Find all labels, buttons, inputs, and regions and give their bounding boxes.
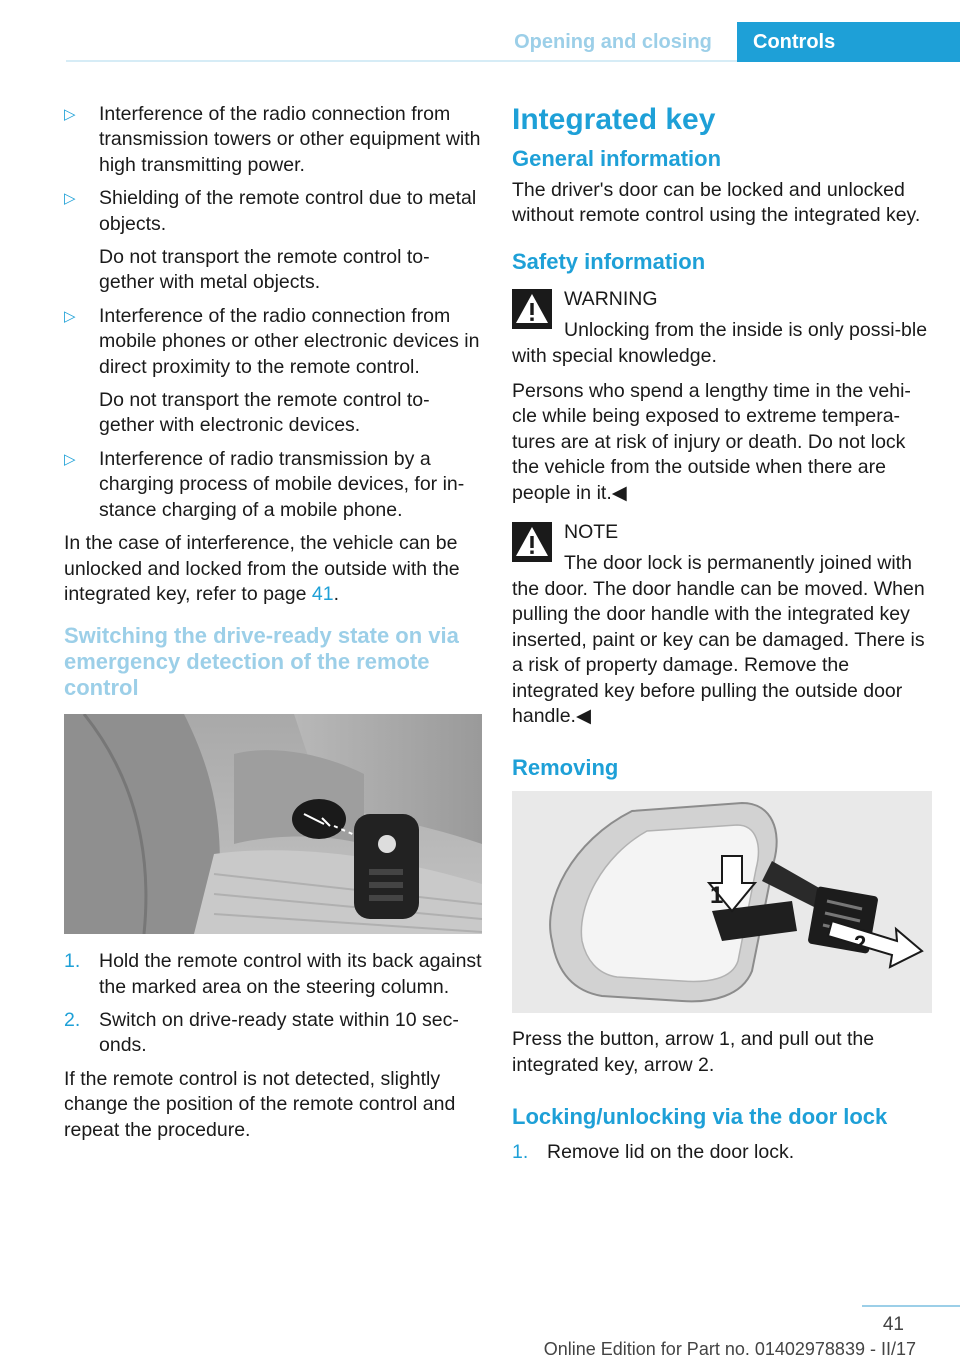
- chapter-tab[interactable]: Controls: [737, 22, 960, 62]
- triangle-bullet-icon: ▷: [64, 450, 76, 468]
- general-information-heading: General information: [512, 146, 722, 171]
- arrow-1-label: 1: [710, 882, 724, 910]
- interference-list: [64, 102, 482, 523]
- warning-triangle-icon: [512, 522, 552, 562]
- edition-footer: Online Edition for Part no. 01402978839 - II/17: [543, 1339, 916, 1359]
- list-item: ▷ Interference of radio transmission by a charging process of mobile devices, for in‐stance charging of a mobile phone.: [64, 447, 465, 521]
- general-information-paragraph: The driver's door can be locked and unlocked without remote control using the integrated key.: [512, 179, 921, 227]
- removing-heading: Removing: [512, 755, 619, 781]
- list-item: 2. Switch on drive-ready state within 10 sec‐onds.: [64, 1008, 459, 1057]
- page-number: 41: [882, 1314, 904, 1335]
- right-column: [512, 102, 932, 1174]
- list-item: ▷ Interference of the radio connection from transmission towers or other equipment with high transmitting power.: [64, 103, 481, 176]
- interference-paragraph: In the case of interference, the vehicle can be unlocked and locked from the outside with the integrated key, refer to page 41.: [64, 532, 460, 605]
- note-notice: [512, 520, 932, 729]
- integrated-key-removal-illustration: [512, 791, 932, 1013]
- warning-paragraph: Persons who spend a lengthy time in the vehi‐cle while being exposed to extreme tempera‐tures are at risk of injury or death. Do not lock the vehicle from the outside when there are people in it.◀: [512, 380, 911, 504]
- warning-title: WARNING: [564, 287, 658, 310]
- list-item-note: Do not transport the remote control to‐gether with electronic devices.: [99, 389, 430, 437]
- note-body: The door lock is permanently joined with the door. The door handle can be moved. When pulling the door handle with the integrated key inserted, paint or key can be damaged. There is a risk of property damage. Remove the integrated key before pulling the outside door handle.◀: [512, 552, 925, 727]
- not-detected-paragraph: If the remote control is not detected, slightly change the position of the remote control and repeat the procedure.: [64, 1067, 456, 1141]
- list-item: 1. Hold the remote control with its back against the marked area on the steering column.: [64, 950, 482, 998]
- section-tab[interactable]: Opening and closing: [514, 30, 712, 53]
- door-lock-heading: Locking/unlocking via the door lock: [512, 1104, 888, 1130]
- list-item-note: Do not transport the remote control to‐gether with metal objects.: [99, 246, 430, 294]
- warning-triangle-icon: [512, 289, 552, 329]
- list-item: ▷ Shielding of the remote control due to metal objects. Do not transport the remote control to‐gether with metal objects.: [64, 186, 482, 296]
- triangle-bullet-icon: ▷: [64, 106, 76, 123]
- removing-paragraph: Press the button, arrow 1, and pull out the integrated key, arrow 2.: [512, 1028, 875, 1076]
- integrated-key-heading: Integrated key: [512, 103, 716, 136]
- arrow-2-label: 2: [854, 931, 867, 957]
- triangle-bullet-icon: ▷: [64, 190, 76, 208]
- emergency-steps-list: [64, 949, 482, 1059]
- note-title: NOTE: [564, 521, 619, 544]
- warning-notice: [512, 287, 932, 369]
- footer-rule: [862, 1305, 960, 1307]
- door-lock-steps-list: [512, 1140, 932, 1165]
- triangle-bullet-icon: ▷: [64, 307, 76, 325]
- steering-column-illustration: [64, 714, 482, 934]
- page-reference-link[interactable]: 41: [311, 582, 334, 605]
- left-column: [64, 102, 482, 1151]
- warning-body: Unlocking from the inside is only possi‐ble with special knowledge.: [512, 319, 928, 367]
- safety-information-heading: Safety information: [512, 248, 706, 274]
- emergency-detection-heading: Switching the drive-ready state on via emergency detection of the remote control: [64, 623, 459, 700]
- list-item: 1. Remove lid on the door lock.: [512, 1141, 795, 1164]
- list-item: ▷ Interference of the radio connection from mobile phones or other electronic devices in direct proximity to the remote control. Do not transport the remote control to‐gether with electronic devices.: [64, 304, 482, 439]
